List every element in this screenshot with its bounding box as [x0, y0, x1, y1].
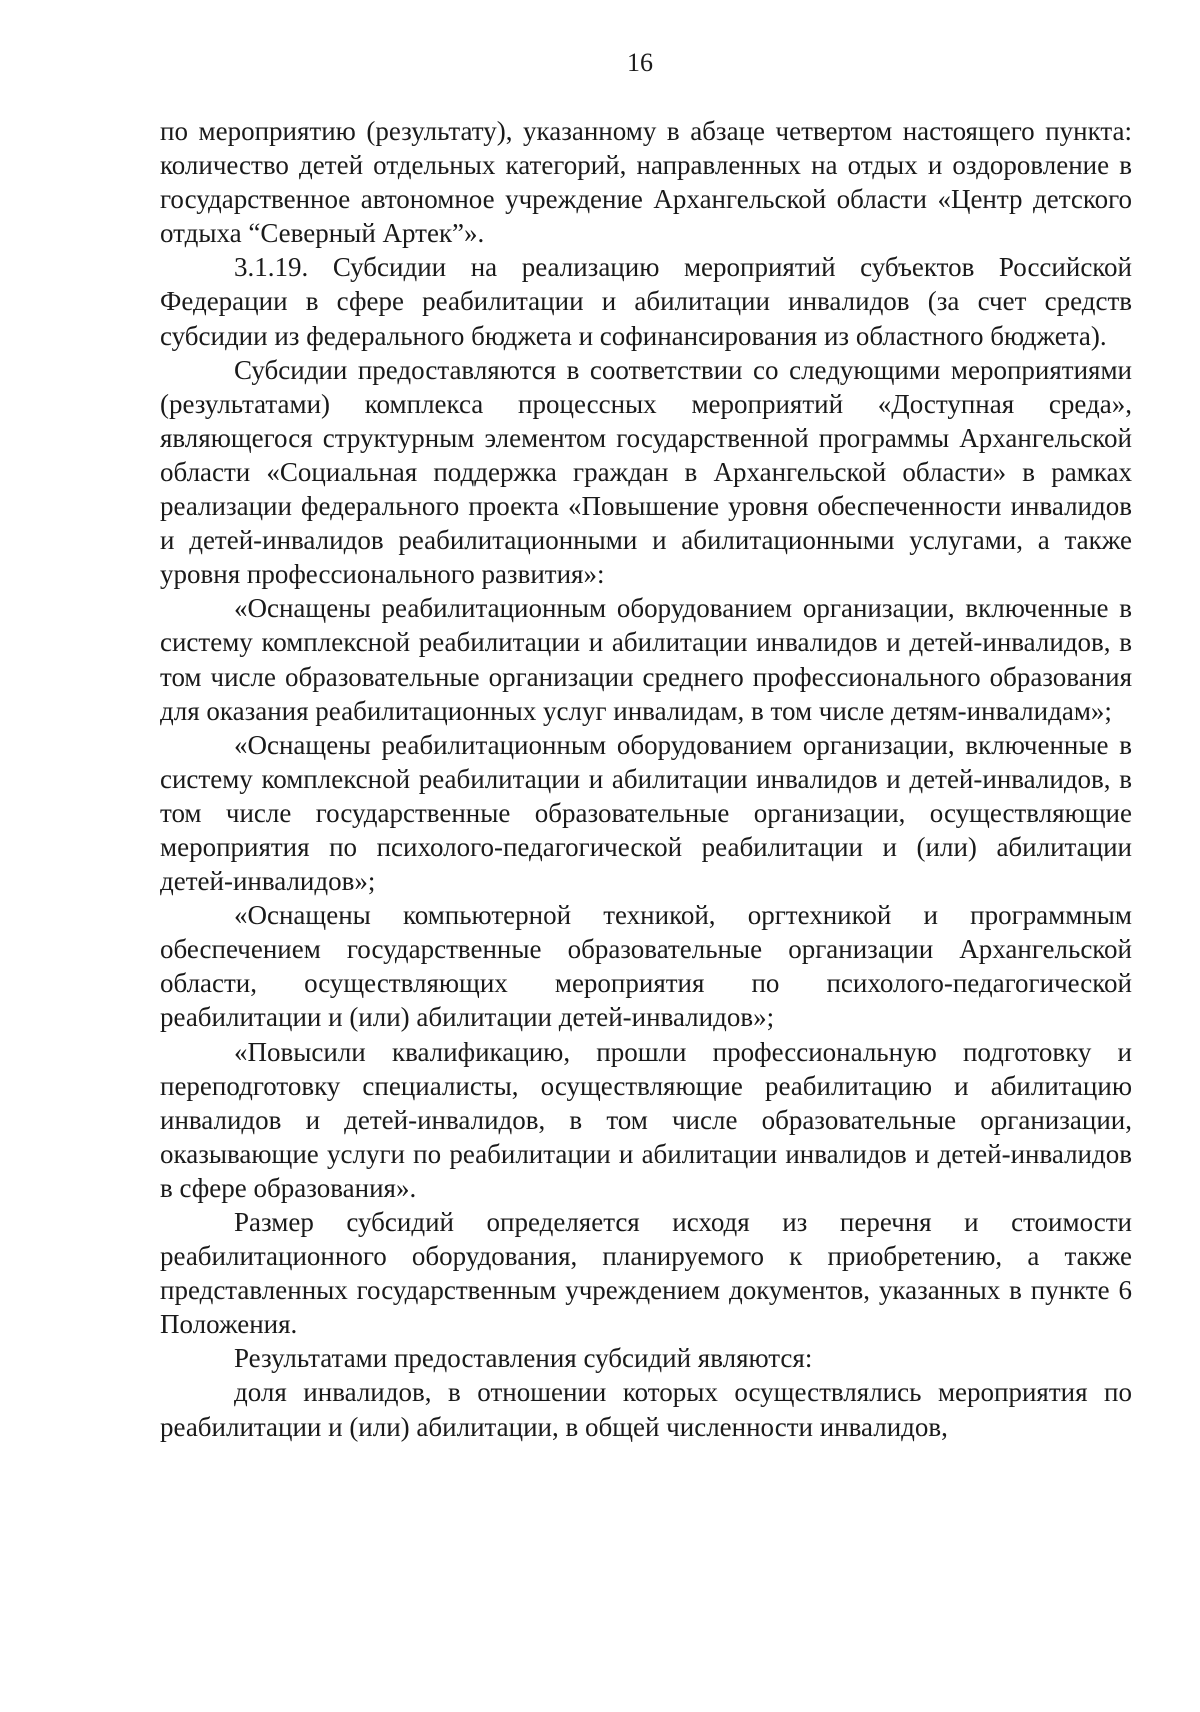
paragraph-measure-3: «Оснащены компьютерной техникой, оргтехникой и программным обеспечением государственные образовательные организации Архангельской области, осуществляющих мероприятия по психолого-педагогической реабилитации и (или) абилитации детей-инвалидов»;: [160, 900, 1132, 1033]
paragraph-measure-4: «Повысили квалификацию, прошли профессиональную подготовку и переподготовку специалисты, осуществляющие реабилитацию и абилитацию инвалидов и детей-инвалидов, в том числе образовательные организации, оказывающие услуги по реабилитации и абилитации инвалидов и детей-инвалидов в сфере образования».: [160, 1036, 1132, 1203]
paragraph-subsidies-measures: Субсидии предоставляются в соответствии со следующими мероприятиями (результатами) комплекса процессных мероприятий «Доступная среда», являющегося структурным элементом государственной программы Архангельской области «Социальная поддержка граждан в Архангельской области» в рамках реализации федерального проекта «Повышение уровня обеспеченности инвалидов и детей-инвалидов реабилитационными и абилитационными услугами, а также уровня профессионального развития»:: [160, 354, 1132, 590]
paragraph-section-3-1-19: 3.1.19. Субсидии на реализацию мероприятий субъектов Российской Федерации в сфере реабилитации и абилитации инвалидов (за счет средств субсидии из федерального бюджета и софинансирования из областного бюджета).: [160, 252, 1132, 351]
page-number: 16: [627, 48, 653, 77]
paragraph-measure-2: «Оснащены реабилитационным оборудованием организации, включенные в систему комплексной реабилитации и абилитации инвалидов и детей-инвалидов, в том числе государственные образовательные организации, осуществляющие мероприятия по психолого-педагогической реабилитации и (или) абилитации детей-инвалидов»;: [160, 729, 1132, 897]
paragraph-subsidy-size: Размер субсидий определяется исходя из перечня и стоимости реабилитационного оборудования, планируемого к приобретению, а также представленных государственным учреждением документов, указанных в пункте 6 Положения.: [160, 1207, 1132, 1340]
paragraph-result-share: доля инвалидов, в отношении которых осуществлялись мероприятия по реабилитации и (или) абилитации, в общей численности инвалидов,: [160, 1377, 1132, 1442]
paragraph-measure-1: «Оснащены реабилитационным оборудованием организации, включенные в систему комплексной реабилитации и абилитации инвалидов и детей-инвалидов, в том числе образовательные организации среднего профессионального образования для оказания реабилитационных услуг инвалидам, в том числе детям-инвалидам»;: [160, 593, 1132, 726]
paragraph-results-heading: Результатами предоставления субсидий являются:: [234, 1343, 813, 1374]
document-body: [160, 114, 1132, 1444]
paragraph-continuation: по мероприятию (результату), указанному в абзаце четвертом настоящего пункта: количество детей отдельных категорий, направленных на отдых и оздоровление в государственное автономное учреждение Архангельской области «Центр детского отдыха “Северный Артек”».: [160, 116, 1132, 249]
